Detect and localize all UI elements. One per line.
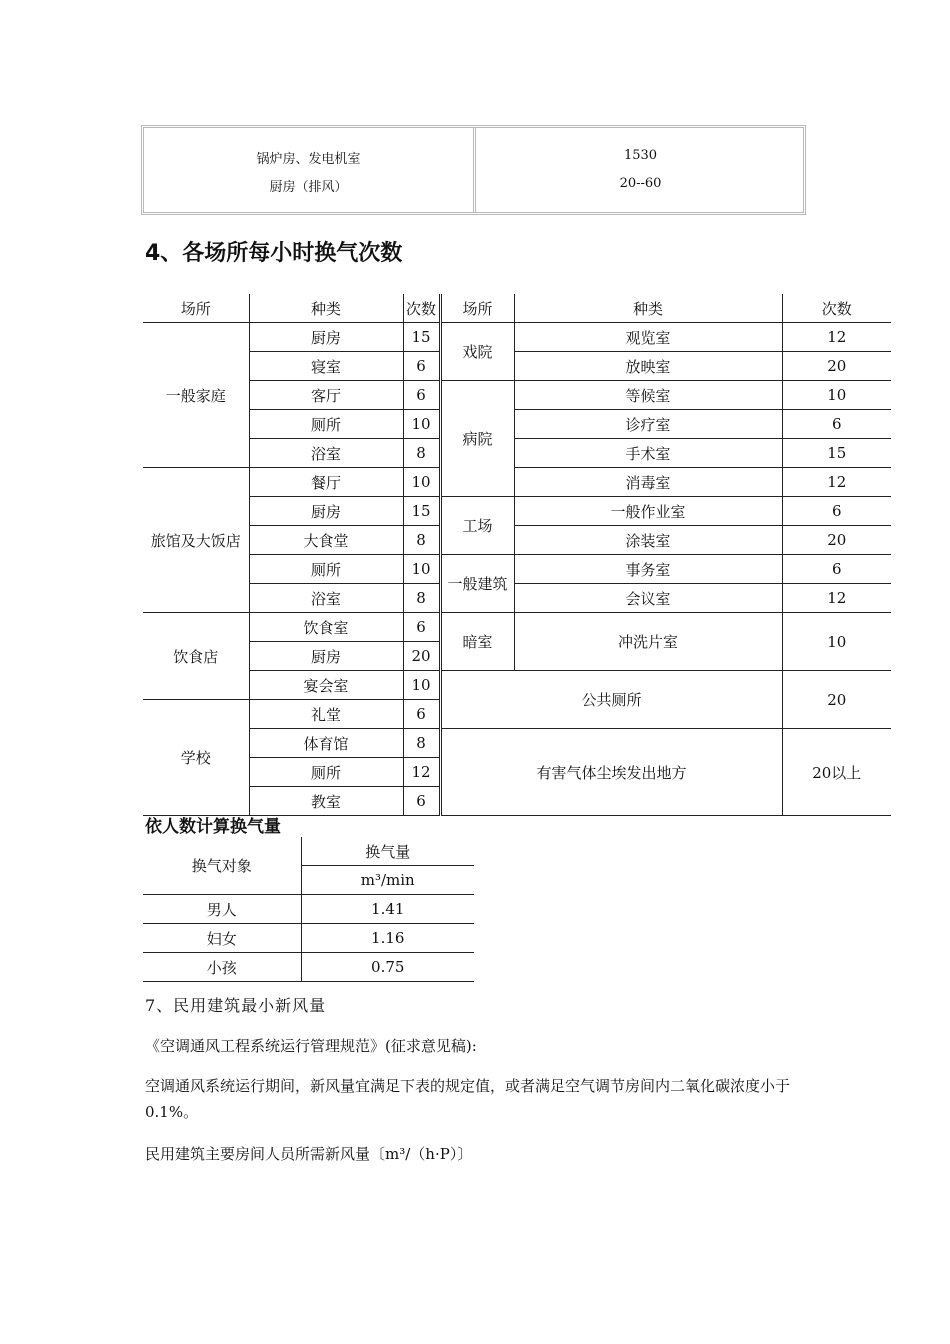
count-cell: 20 bbox=[403, 642, 440, 671]
table-row bbox=[143, 439, 891, 468]
type-cell: 餐厅 bbox=[249, 468, 403, 497]
header-volume: 换气量 bbox=[301, 837, 474, 866]
count-cell: 12 bbox=[782, 584, 891, 613]
top-value-1: 1530 bbox=[623, 148, 658, 163]
count-cell: 20 bbox=[782, 526, 891, 555]
type-cell: 观览室 bbox=[514, 323, 782, 352]
wide-label-cell: 有害气体尘埃发出地方 bbox=[440, 729, 782, 816]
column-divider bbox=[473, 128, 476, 212]
table-row bbox=[143, 497, 891, 526]
type-cell: 寝室 bbox=[249, 352, 403, 381]
count-cell: 15 bbox=[403, 323, 440, 352]
type-cell: 等候室 bbox=[514, 381, 782, 410]
place-cell: 一般家庭 bbox=[143, 323, 249, 468]
person-ventilation-table bbox=[143, 837, 474, 982]
count-cell: 6 bbox=[403, 352, 440, 381]
who-cell: 小孩 bbox=[143, 953, 301, 982]
type-cell: 诊疗室 bbox=[514, 410, 782, 439]
count-cell: 6 bbox=[403, 700, 440, 729]
type-cell: 客厅 bbox=[249, 381, 403, 410]
who-cell: 男人 bbox=[143, 895, 301, 924]
table-header-row bbox=[143, 294, 891, 323]
air-change-table bbox=[143, 294, 891, 816]
table-row bbox=[143, 671, 891, 700]
type-cell: 消毒室 bbox=[514, 468, 782, 497]
count-cell: 8 bbox=[403, 439, 440, 468]
value-cell: 0.75 bbox=[301, 953, 474, 982]
type-cell: 厨房 bbox=[249, 497, 403, 526]
type-cell: 一般作业室 bbox=[514, 497, 782, 526]
unit-caption: 民用建筑主要房间人员所需新风量〔m³/（h·P）〕 bbox=[145, 1145, 473, 1163]
place-cell: 病院 bbox=[440, 381, 514, 497]
type-cell: 厨房 bbox=[249, 642, 403, 671]
type-cell: 会议室 bbox=[514, 584, 782, 613]
place-cell: 旅馆及大饭店 bbox=[143, 468, 249, 613]
type-cell: 厕所 bbox=[249, 758, 403, 787]
value-cell: 1.41 bbox=[301, 895, 474, 924]
table-row bbox=[143, 555, 891, 584]
count-cell: 20 bbox=[782, 671, 891, 729]
who-cell: 妇女 bbox=[143, 924, 301, 953]
count-cell: 8 bbox=[403, 729, 440, 758]
count-cell: 10 bbox=[782, 613, 891, 671]
count-cell: 10 bbox=[403, 468, 440, 497]
type-cell: 教室 bbox=[249, 787, 403, 816]
table-header-row bbox=[143, 837, 474, 866]
count-cell: 15 bbox=[782, 439, 891, 468]
count-cell: 8 bbox=[403, 584, 440, 613]
header-count: 次数 bbox=[782, 294, 891, 323]
table-row bbox=[143, 729, 891, 758]
type-cell: 礼堂 bbox=[249, 700, 403, 729]
count-cell: 20 bbox=[782, 352, 891, 381]
place-cell: 饮食店 bbox=[143, 613, 249, 700]
value-cell: 1.16 bbox=[301, 924, 474, 953]
type-cell: 冲洗片室 bbox=[514, 613, 782, 671]
count-cell: 6 bbox=[782, 410, 891, 439]
section-7-title: 7、民用建筑最小新风量 bbox=[145, 996, 327, 1015]
table-row bbox=[143, 584, 891, 613]
table-row bbox=[143, 323, 891, 352]
top-table bbox=[141, 125, 806, 215]
table-row bbox=[143, 410, 891, 439]
count-cell: 6 bbox=[403, 613, 440, 642]
spec-reference: 《空调通风工程系统运行管理规范》(征求意见稿): bbox=[145, 1037, 477, 1055]
type-cell: 浴室 bbox=[249, 584, 403, 613]
type-cell: 厕所 bbox=[249, 410, 403, 439]
table-row bbox=[143, 953, 474, 982]
type-cell: 涂装室 bbox=[514, 526, 782, 555]
type-cell: 体育馆 bbox=[249, 729, 403, 758]
count-cell: 6 bbox=[782, 497, 891, 526]
top-place-2: 厨房（排风） bbox=[269, 180, 348, 195]
type-cell: 厕所 bbox=[249, 555, 403, 584]
count-cell: 6 bbox=[403, 787, 440, 816]
count-cell: 20以上 bbox=[782, 729, 891, 816]
count-cell: 15 bbox=[403, 497, 440, 526]
count-cell: 12 bbox=[782, 468, 891, 497]
table-row bbox=[143, 381, 891, 410]
header-place: 场所 bbox=[143, 294, 249, 323]
place-cell: 学校 bbox=[143, 700, 249, 816]
table-row bbox=[143, 895, 474, 924]
type-cell: 放映室 bbox=[514, 352, 782, 381]
header-unit: m³/min bbox=[301, 866, 474, 895]
table-row bbox=[143, 924, 474, 953]
type-cell: 厨房 bbox=[249, 323, 403, 352]
wide-label-cell: 公共厕所 bbox=[440, 671, 782, 729]
section-title: 4、各场所每小时换气次数 bbox=[145, 241, 403, 266]
place-cell: 一般建筑 bbox=[440, 555, 514, 613]
table-row bbox=[143, 526, 891, 555]
count-cell: 8 bbox=[403, 526, 440, 555]
place-cell: 戏院 bbox=[440, 323, 514, 381]
header-type: 种类 bbox=[249, 294, 403, 323]
type-cell: 事务室 bbox=[514, 555, 782, 584]
type-cell: 手术室 bbox=[514, 439, 782, 468]
count-cell: 6 bbox=[782, 555, 891, 584]
table-row bbox=[143, 352, 891, 381]
count-cell: 10 bbox=[403, 671, 440, 700]
place-cell: 工场 bbox=[440, 497, 514, 555]
place-cell: 暗室 bbox=[440, 613, 514, 671]
count-cell: 6 bbox=[403, 381, 440, 410]
type-cell: 饮食室 bbox=[249, 613, 403, 642]
top-place-1: 锅炉房、发电机室 bbox=[256, 152, 361, 167]
count-cell: 12 bbox=[782, 323, 891, 352]
count-cell: 12 bbox=[403, 758, 440, 787]
count-cell: 10 bbox=[782, 381, 891, 410]
type-cell: 浴室 bbox=[249, 439, 403, 468]
header-target: 换气对象 bbox=[143, 837, 301, 895]
table-row bbox=[143, 613, 891, 642]
count-cell: 10 bbox=[403, 410, 440, 439]
header-type: 种类 bbox=[514, 294, 782, 323]
count-cell: 10 bbox=[403, 555, 440, 584]
top-value-2: 20--60 bbox=[619, 176, 662, 191]
type-cell: 宴会室 bbox=[249, 671, 403, 700]
person-section-title: 依人数计算换气量 bbox=[145, 817, 281, 837]
type-cell: 大食堂 bbox=[249, 526, 403, 555]
header-place: 场所 bbox=[440, 294, 514, 323]
body-paragraph: 空调通风系统运行期间，新风量宜满足下表的规定值，或者满足空气调节房间内二氧化碳浓度小于 0.1%。 bbox=[145, 1077, 791, 1121]
table-row bbox=[143, 468, 891, 497]
header-count: 次数 bbox=[403, 294, 440, 323]
